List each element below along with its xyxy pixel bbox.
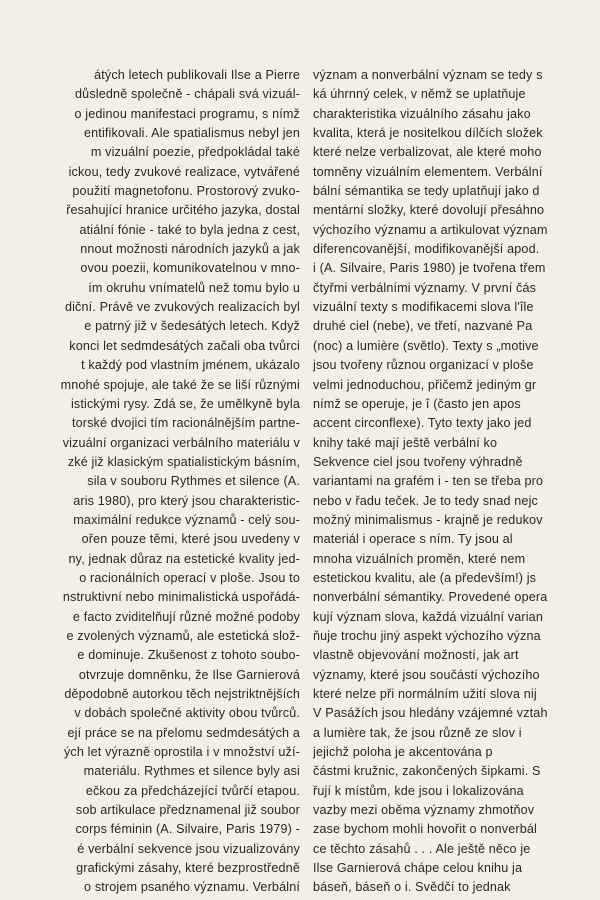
text-line: význam a nonverbální význam se tedy s <box>313 68 543 82</box>
text-line: které nelze při normálním užití slova nij <box>313 687 537 701</box>
text-line: a lumière tak, že jsou různě ze slov i <box>313 725 522 740</box>
text-line: jsou tvořeny různou organizací v ploše <box>313 358 534 373</box>
text-line: ečkou za předcházející tvůrčí etapou. <box>85 783 300 798</box>
text-line: maximální redukce významů - celý sou- <box>73 512 300 527</box>
text-line: e facto zviditelňují různé možné podoby <box>72 609 300 624</box>
text-line: ňuje trochu jiný aspekt výchozího význa <box>313 628 541 643</box>
text-line: jejichž poloha je akcentována p <box>313 745 493 760</box>
text-line: aris 1980), pro který jsou charakteristic- <box>73 493 300 508</box>
text-line: materiál i operace s ním. Ty jsou al <box>313 532 513 547</box>
text-line: sob artikulace předznamenal již soubor <box>75 803 300 818</box>
text-line: o jedinou manifestaci programu, s nímž <box>74 106 300 121</box>
text-line: řesahující hranice určitého jazyka, dostal <box>66 203 300 218</box>
text-line: vazby mezi oběma významy zhmotňov <box>313 803 535 818</box>
text-line: estetickou kvalitu, ale (a především!) js <box>313 570 537 585</box>
text-line: vlastně objevování možností, jak art <box>313 648 519 663</box>
text-line: variantami na grafém i - ten se třeba pro <box>313 474 544 489</box>
text-line: e dominuje. Zkušenost z tohoto soubo- <box>77 648 300 663</box>
text-line: (noc) a lumière (světlo). Texty s „motive <box>313 338 539 353</box>
text-line: nstruktivní nebo minimalistická uspořádá- <box>62 590 300 605</box>
text-line: ny, jednak důraz na estetické kvality jed- <box>68 551 300 566</box>
text-line: atiální fónie - také to byla jedna z cest, <box>79 222 300 237</box>
text-line: báseň, báseň o i. Svědčí to jednak <box>313 880 511 895</box>
text-line: bální sémantika se tedy uplatňují jako d <box>313 184 540 199</box>
text-line: átých letech publikovali Ilse a Pierre <box>94 68 300 82</box>
text-line: mnoha vizuálních proměn, které nem <box>313 551 526 566</box>
text-line: děpodobně autorkou těch nejstriktnějších <box>64 687 300 701</box>
text-line: tomněny vizuálním elementem. Verbální <box>313 164 543 179</box>
text-line: accent circonflexe). Tyto texty jako jed <box>313 416 532 431</box>
text-line: e zvolených významů, ale estetická slož- <box>66 628 300 643</box>
text-line: velmi jednoduchou, přičemž jediným gr <box>313 377 537 392</box>
text-line: mentární složky, které dovolují přesáhno <box>313 203 545 218</box>
text-line: druhé ciel (nebe), ve třetí, nazvané Pa <box>313 319 533 334</box>
text-line: e patrný již v šedesátých letech. Když <box>84 319 300 334</box>
text-line: významy, které jsou součástí výchozího <box>313 667 540 682</box>
text-line: diferencovanější, modifikovanější apod. <box>313 242 540 257</box>
text-line: ořen pouze těmi, které jsou uvedeny v <box>81 532 300 547</box>
text-line: V Pasážích jsou hledány vzájemné vztah <box>313 706 548 721</box>
text-line: kvalita, která je nositelkou dílčích složek <box>313 126 543 141</box>
text-line: v dobách společné aktivity obou tvůrců. <box>74 706 300 721</box>
text-line: otvrzuje domněnku, že Ilse Garnierová <box>78 667 300 682</box>
text-line: ickou, tedy zvukové realizace, vytvářené <box>68 164 300 179</box>
text-line: zase bychom mohli hovořit o nonverbál <box>313 822 537 837</box>
text-line: ím okruhu vnímatelů než tomu bylo u <box>88 280 300 295</box>
text-line: ejí práce se na přelomu sedmdesátých a <box>67 725 300 740</box>
text-line: nebo v řadu teček. Je to tedy snad nejc <box>313 493 538 508</box>
text-line: corps féminin (A. Silvaire, Paris 1979) - <box>75 822 300 837</box>
text-line: materiálu. Rythmes et silence byly asi <box>83 764 300 779</box>
text-line: knihy také mají ještě verbální ko <box>313 435 498 450</box>
text-line: ce těchto zásahů . . . Ale ještě něco je <box>313 841 531 856</box>
text-line: zké již klasickým spatialistickým básním, <box>67 454 300 469</box>
text-line: čtyřmi verbálními významy. V první čás <box>313 280 537 295</box>
text-line: konci let sedmdesátých začali oba tvůrci <box>69 338 300 353</box>
text-line: grafickými zásahy, které bezprostředně <box>76 861 300 876</box>
text-line: částmi kružnic, zakončených šipkami. S <box>313 764 541 779</box>
text-line: Ilse Garnierová chápe celou knihu ja <box>313 861 523 876</box>
text-line: ká úhrnný celek, v němž se uplatňuje <box>313 87 526 102</box>
text-line: i (A. Silvaire, Paris 1980) je tvořena třem <box>313 261 546 276</box>
text-line: vizuální organizaci verbálního materiálu v <box>62 435 300 450</box>
text-line: torské dvojici tím racionálnějším partne- <box>71 416 300 431</box>
text-line: sila v souboru Rythmes et silence (A. <box>87 474 300 489</box>
text-line: mnohé spojuje, ale také že se liší různými <box>60 377 300 392</box>
text-line: důsledně společně - chápali svá vizuál- <box>75 87 300 102</box>
text-line: ých let výrazně oprostila i v množství uží- <box>63 745 300 760</box>
text-line: nímž se operuje, je î (často jen apos <box>313 396 521 411</box>
text-line: výchozího významu a artikulovat význam <box>313 222 548 237</box>
right-text-column <box>313 66 600 898</box>
text-line: které nelze verbalizovat, ale které moho <box>313 145 542 160</box>
left-text-column <box>0 66 300 898</box>
text-line: t každý pod vlastním jménem, ukázalo <box>81 358 300 373</box>
text-line: m vizuální poezie, předpokládal také <box>90 145 300 160</box>
text-line: o strojem psaného významu. Verbální <box>84 880 300 895</box>
text-line: o racionálních operací v ploše. Jsou to <box>79 570 300 585</box>
text-line: možný minimalismus - krajně je redukov <box>313 512 543 527</box>
text-line: entifikovali. Ale spatialismus nebyl jen <box>83 126 300 141</box>
text-line: ovou poezii, komunikovatelnou v mno- <box>80 261 300 276</box>
text-line: řují k místům, kde jsou i lokalizována <box>313 783 524 798</box>
text-line: kují význam slova, každá vizuální varian <box>313 609 543 624</box>
text-line: vizuální texty s modifikacemi slova l'île <box>313 300 534 315</box>
text-line: použití magnetofonu. Prostorový zvuko- <box>72 184 300 199</box>
text-line: charakteristika vizuálního zásahu jako <box>313 106 531 121</box>
text-line: é verbální sekvence jsou vizualizovány <box>77 841 300 856</box>
text-line: nonverbální sémantiky. Provedené opera <box>313 590 548 605</box>
text-line: Sekvence ciel jsou tvořeny výhradně <box>313 454 523 469</box>
text-line: nnout možnosti národních jazyků a jak <box>80 242 300 257</box>
text-line: diční. Právě ve zvukových realizacích byl <box>64 300 300 315</box>
text-line: istickými rysy. Zdá se, že umělkyně byla <box>70 396 300 411</box>
